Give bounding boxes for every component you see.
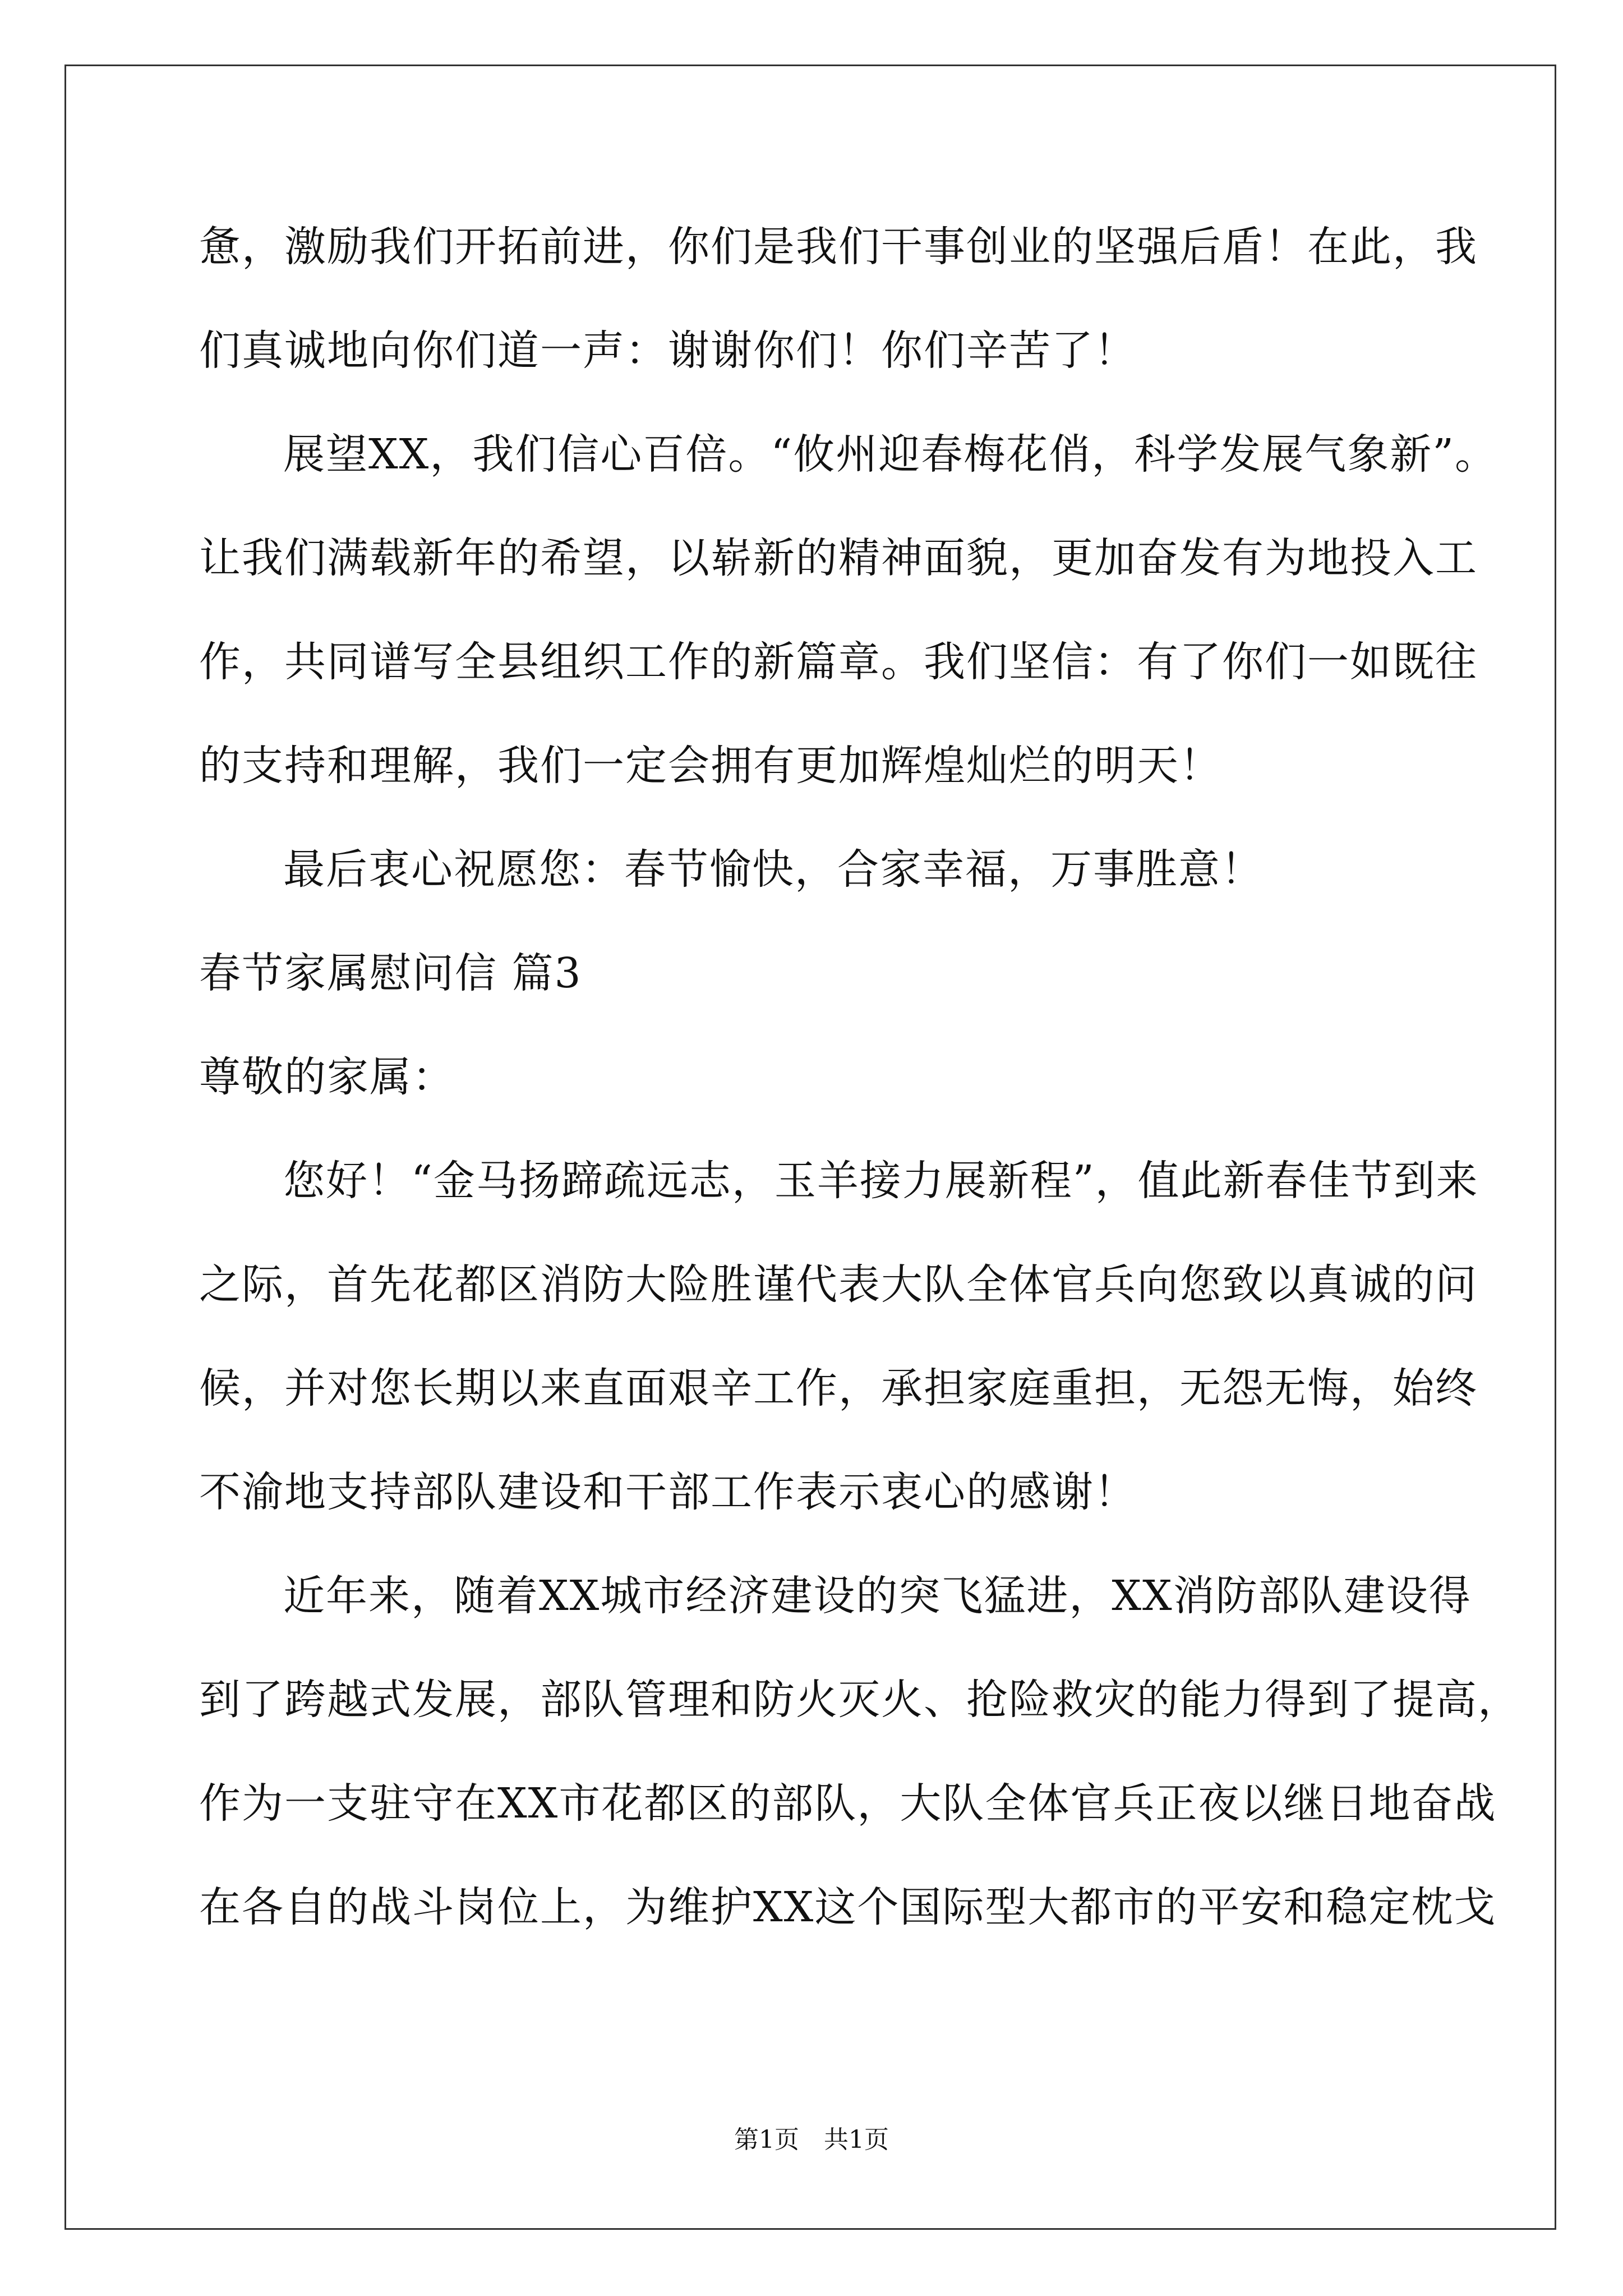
text-line-12: 候，并对您长期以来直面艰辛工作，承担家庭重担，无怨无悔，始终	[199, 1364, 1478, 1412]
text-line-15: 到了跨越式发展，部队管理和防火灭火、抢险救灾的能力得到了提高，	[199, 1676, 1520, 1724]
text-line-4: 让我们满载新年的希望，以崭新的精神面貌，更加奋发有为地投入工	[199, 534, 1478, 582]
text-line-3: 展望XX，我们信心百倍。“攸州迎春梅花俏，科学发展气象新”。	[283, 430, 1498, 478]
text-line-17: 在各自的战斗岗位上，为维护XX这个国际型大都市的平安和稳定枕戈	[199, 1883, 1497, 1931]
text-line-10: 您好！“金马扬蹄疏远志，玉羊接力展新程”，值此新春佳节到来	[283, 1157, 1479, 1205]
text-line-6: 的支持和理解，我们一定会拥有更加辉煌灿烂的明天！	[199, 742, 1222, 790]
text-line-5: 作，共同谱写全县组织工作的新篇章。我们坚信：有了你们一如既往	[199, 638, 1478, 686]
text-line-2: 们真诚地向你们道一声：谢谢你们！你们辛苦了！	[199, 326, 1137, 375]
section-heading: 春节家属慰问信 篇3	[199, 949, 582, 997]
text-line-7: 最后衷心祝愿您：春节愉快，合家幸福，万事胜意！	[283, 845, 1264, 894]
text-line-16: 作为一支驻守在XX市花都区的部队，大队全体官兵正夜以继日地奋战	[199, 1779, 1497, 1828]
text-line-1: 惫，激励我们开拓前进，你们是我们干事创业的坚强后盾！在此，我	[199, 223, 1478, 271]
salutation: 尊敬的家属：	[199, 1053, 455, 1101]
page-footer: 第1页 共1页	[734, 2125, 889, 2154]
text-line-11: 之际，首先花都区消防大险胜谨代表大队全体官兵向您致以真诚的问	[199, 1260, 1478, 1309]
text-line-13: 不渝地支持部队建设和干部工作表示衷心的感谢！	[199, 1468, 1137, 1516]
text-line-14: 近年来，随着XX城市经济建设的突飞猛进，XX消防部队建设得	[283, 1572, 1472, 1620]
